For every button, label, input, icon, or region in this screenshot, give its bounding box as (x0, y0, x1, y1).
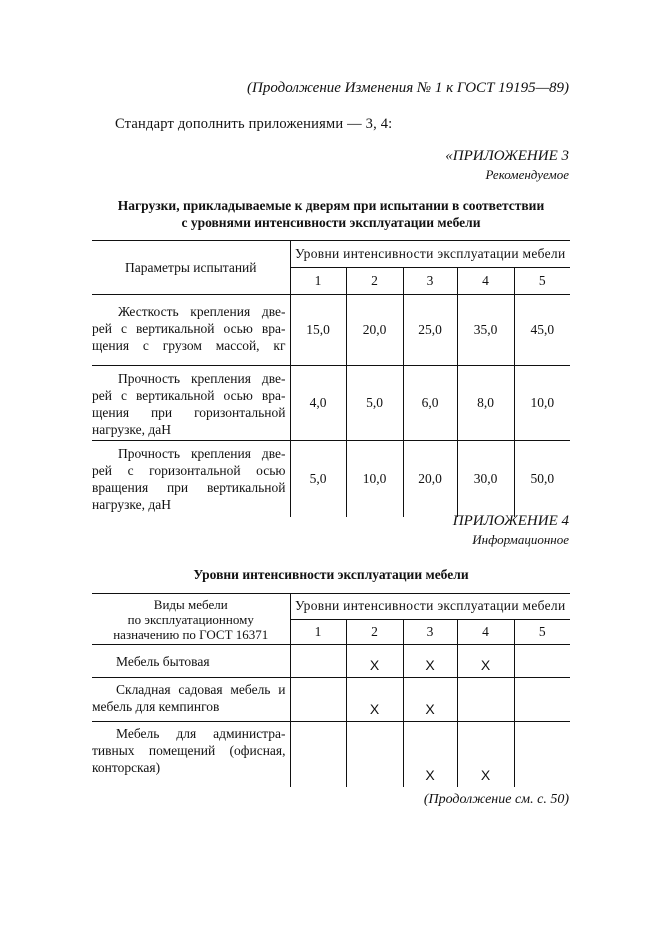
household-l4: X (457, 645, 514, 678)
household-l1 (290, 645, 346, 678)
continuation-footer: (Продолжение см. с. 50) (423, 792, 569, 807)
continuation-header: (Продолжение Изменения № 1 к ГОСТ 19195—89) (247, 80, 569, 96)
loads-table (92, 240, 570, 517)
stiffness-l1: 15,0 (290, 295, 346, 366)
household-l2: X (346, 645, 403, 678)
appendix3-table-title-line1: Нагрузки, прикладываемые к дверям при испытании в соответствии (117, 198, 545, 213)
loads-level-2: 2 (346, 268, 403, 295)
office-l1 (290, 722, 346, 788)
loads-row-strength-vertical-label (92, 366, 290, 441)
strength-horizontal-l3: 20,0 (403, 441, 457, 518)
intensity-table (92, 593, 570, 787)
office-line1: Мебель для администра- (116, 726, 286, 741)
loads-level-4: 4 (457, 268, 514, 295)
household-l3: X (403, 645, 457, 678)
intensity-row-household (92, 645, 570, 678)
loads-row-strength-horizontal (92, 441, 570, 518)
stiffness-l5: 45,0 (530, 322, 555, 337)
intensity-levels-header: Уровни интенсивности эксплуатации мебели (290, 594, 570, 620)
camping-l4 (457, 678, 514, 722)
office-l4: X (457, 722, 514, 788)
appendix4-title: ПРИЛОЖЕНИЕ 4 (452, 513, 569, 529)
strength-vertical-l1: 4,0 (290, 366, 346, 441)
row3-line1: Прочность крепления две- (118, 446, 286, 461)
row1-line2: рей с вертикальной осью вра- (92, 321, 286, 336)
row2-line3: щения при горизонтальной (92, 405, 286, 420)
loads-level-5: 5 (514, 268, 570, 295)
household-l5 (514, 645, 570, 678)
office-l3: X (403, 722, 457, 788)
row3-line2: рей с горизонтальной осью (92, 463, 286, 478)
kind-header-line1: Виды мебели (153, 596, 228, 612)
office-l5 (514, 722, 570, 788)
stiffness-l3: 25,0 (403, 295, 457, 366)
intro-text: Стандарт дополнить приложениями — 3, 4: (115, 116, 393, 132)
row2-line2: рей с вертикальной осью вра- (92, 388, 286, 403)
office-l2 (346, 722, 403, 788)
strength-vertical-l2: 5,0 (346, 366, 403, 441)
appendix3-subtitle: Рекомендуемое (485, 167, 569, 182)
camping-l3: X (403, 678, 457, 722)
loads-level-1: 1 (290, 268, 346, 295)
strength-horizontal-l5: 50,0 (514, 441, 570, 518)
row3-line3: вращения при вертикальной (92, 480, 286, 495)
stiffness-l4: 35,0 (457, 295, 514, 366)
intensity-level-5: 5 (514, 619, 570, 645)
camping-l5 (514, 678, 570, 722)
strength-horizontal-l1: 5,0 (290, 441, 346, 518)
strength-vertical-l5: 10,0 (514, 366, 570, 441)
stiffness-l2: 20,0 (346, 295, 403, 366)
office-label (92, 722, 290, 788)
loads-levels-header: Уровни интенсивности эксплуатации мебели (290, 241, 570, 268)
kind-header-line2: по эксплуатационному (127, 611, 254, 627)
intensity-level-2: 2 (346, 619, 403, 645)
intensity-level-4: 4 (457, 619, 514, 645)
row3-line4: нагрузке, даН (92, 497, 171, 512)
office-line2: тивных помещений (офисная, (92, 743, 286, 758)
row1-line1: Жесткость крепления две- (118, 304, 286, 319)
loads-row-stiffness-label (92, 295, 290, 366)
loads-param-header: Параметры испытаний (92, 241, 290, 295)
appendix4-subtitle: Информационное (472, 532, 569, 547)
appendix3-title: «ПРИЛОЖЕНИЕ 3 (445, 148, 569, 164)
intensity-kind-header (92, 594, 290, 645)
loads-level-3: 3 (403, 268, 457, 295)
intensity-row-camping (92, 678, 570, 722)
appendix4-table-title: Уровни интенсивности эксплуатации мебели (193, 567, 469, 582)
strength-horizontal-l2: 10,0 (346, 441, 403, 518)
row1-line3: щения с грузом массой, кг (92, 338, 286, 353)
camping-label (92, 678, 290, 722)
kind-header-line3: назначению по ГОСТ 16371 (113, 626, 269, 642)
appendix3-table-title (92, 197, 570, 231)
strength-horizontal-l4: 30,0 (457, 441, 514, 518)
row2-line1: Прочность крепления две- (118, 371, 286, 386)
loads-row-stiffness (92, 295, 570, 366)
camping-l1 (290, 678, 346, 722)
intensity-row-office (92, 722, 570, 788)
row2-line4: нагрузке, даН (92, 422, 171, 437)
loads-row-strength-vertical (92, 366, 570, 441)
camping-l2: X (346, 678, 403, 722)
strength-vertical-l3: 6,0 (403, 366, 457, 441)
camping-line1: Складная садовая мебель и (116, 682, 286, 697)
camping-line2: мебель для кемпингов (92, 699, 220, 714)
intensity-level-1: 1 (290, 619, 346, 645)
intensity-level-3: 3 (403, 619, 457, 645)
strength-vertical-l4: 8,0 (457, 366, 514, 441)
loads-row-strength-horizontal-label (92, 441, 290, 518)
office-line3: конторская) (92, 760, 161, 775)
appendix3-table-title-line2: с уровнями интенсивности эксплуатации мебели (181, 215, 481, 230)
household-label: Мебель бытовая (92, 645, 290, 678)
